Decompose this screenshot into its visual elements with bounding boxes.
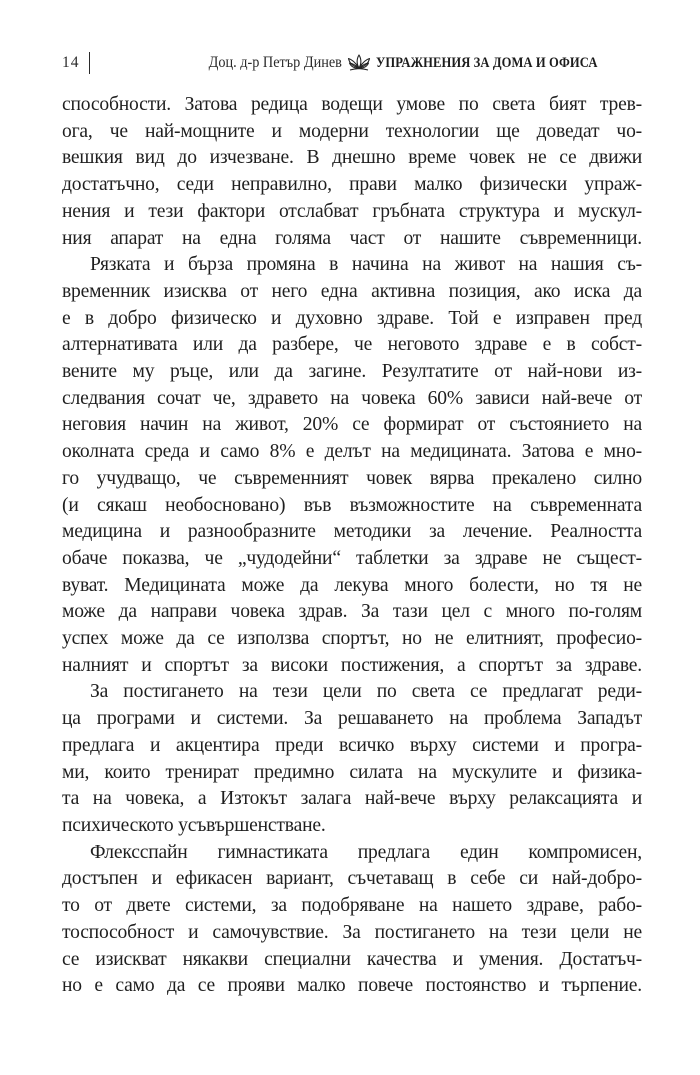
text-line: временник изисква от него една активна позиция, ако иска да — [62, 280, 642, 302]
paragraph — [62, 840, 642, 1000]
body-text — [62, 92, 642, 1000]
text-line: вените му ръце, или да загине. Резултатите от най-нови из- — [62, 361, 642, 383]
text-line: обаче показва, че „чудодейни“ таблетки за здраве не същест- — [62, 547, 642, 569]
header-divider — [89, 52, 90, 74]
text-line: се изискват някакви специални качества и умения. Достатъч- — [62, 948, 642, 970]
text-line: ога, че най-мощните и модерни технологии ще доведат чо- — [62, 120, 642, 142]
text-line: За постигането на тези цели по света се предлагат реди- — [90, 681, 642, 703]
text-line: та на човека, а Изтокът залага най-вече върху релаксацията и — [62, 788, 642, 810]
text-line: следвания сочат че, здравето на човека 60% зависи най-вече от — [62, 387, 642, 409]
text-line: ния апарат на една голяма част от нашите съвременници. — [62, 227, 642, 249]
author-name: Доц. д-р Петър Динев — [208, 54, 343, 71]
text-line: успех може да се използва спортът, но не елитният, професио- — [62, 628, 642, 650]
paragraph — [62, 92, 642, 252]
text-line: предлага и акцентира преди всичко върху системи и програ- — [62, 734, 642, 756]
text-line: медицина и разнообразните методики за лечение. Реалността — [62, 521, 642, 543]
text-line: достъпен и ефикасен вариант, съчетаващ в себе си най-добро- — [62, 868, 642, 890]
text-line: ца програми и системи. За решаването на проблема Западът — [62, 708, 642, 730]
page-number: 14 — [62, 54, 80, 71]
text-line: Флексспайн гимнастиката предлага един компромисен, — [90, 841, 642, 863]
text-line: нения и тези фактори отслабват гръбната структура и мускул- — [62, 200, 642, 222]
text-line: ми, които тренират предимно силата на мускулите и физика- — [62, 761, 642, 783]
text-line: вешкия вид до изчезване. В днешно време човек не се движи — [62, 147, 642, 169]
text-line: го учудващо, че съвременният човек вярва прекалено силно — [62, 467, 642, 489]
header-right — [197, 53, 640, 73]
text-line: вуват. Медицината може да лекува много болести, но тя не — [62, 574, 642, 596]
running-header — [62, 51, 640, 75]
text-line: психическото усъвършенстване. — [62, 814, 326, 836]
text-line: е в добро физическо и духовно здраве. Той е изправен пред — [62, 307, 642, 329]
book-title: УПРАЖНЕНИЯ ЗА ДОМА И ОФИСА — [376, 54, 598, 71]
text-line: Рязката и бърза промяна в начина на живот на нашия съ- — [90, 254, 642, 276]
text-line: способности. Затова редица водещи умове по света бият трев- — [62, 94, 642, 115]
text-line: (и сякаш необосновано) във възможностите на съвременната — [62, 494, 642, 516]
paragraph — [62, 252, 642, 679]
lotus-icon — [346, 53, 372, 73]
text-line: тоспособност и самочувствие. За постигането на тези цели не — [62, 921, 642, 943]
text-line: достатъчно, седи неправилно, прави малко физически упраж- — [62, 174, 642, 196]
text-line: то от двете системи, за подобряване на нашето здраве, рабо- — [62, 895, 642, 917]
text-line: алтернативата или да разбере, че неговото здраве е в собст- — [62, 334, 642, 356]
text-line: неговия начин на живот, 20% се формират от състоянието на — [62, 414, 642, 436]
paragraph — [62, 679, 642, 839]
text-line: околната среда и само 8% е делът на медицината. Затова е мно- — [62, 441, 642, 463]
text-line: може да направи човека здрав. За тази цел с много по-голям — [62, 601, 642, 623]
text-line: налният и спортът за високи постижения, а спортът за здраве. — [62, 654, 642, 676]
text-line: но е само да се прояви малко повече постоянство и търпение. — [62, 975, 642, 997]
